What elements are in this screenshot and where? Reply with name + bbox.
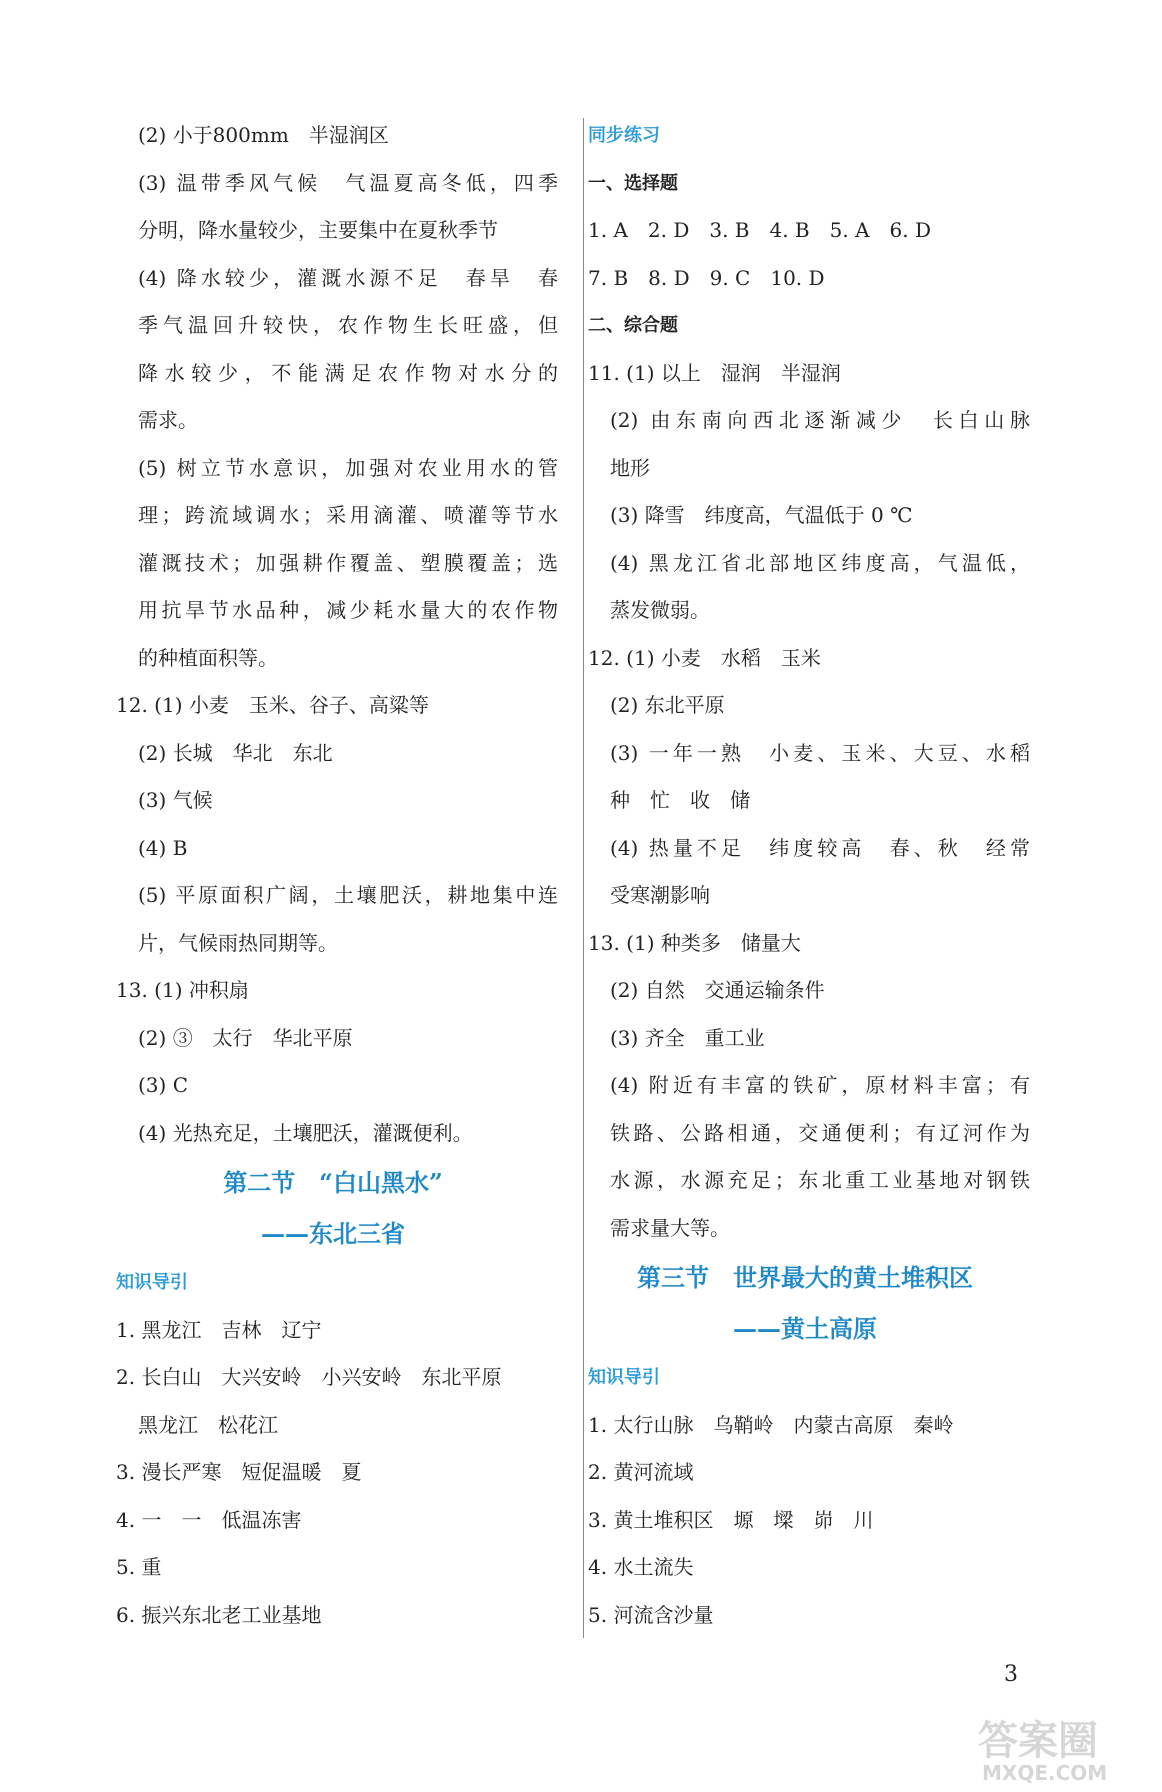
answer-line: 需求。 (138, 408, 198, 432)
section-title: ——东北三省 (261, 1219, 405, 1248)
answer-line: 水源，水源充足；东北重工业基地对钢铁 (610, 1168, 1030, 1192)
answer-line: 4. 一 一 低温冻害 (116, 1507, 302, 1532)
answer-line: 片，气候雨热同期等。 (138, 930, 338, 955)
answer-line: 的种植面积等。 (138, 645, 278, 670)
answer-line: 灌溉技术；加强耕作覆盖、塑膜覆盖；选 (138, 550, 558, 575)
answer-line: (2) 小于800mm 半湿润区 (138, 123, 389, 147)
answer-line: 用抗旱节水品种，减少耗水量大的农作物 (138, 598, 558, 622)
answer-line: (4) 黑龙江省北部地区纬度高，气温低， (610, 550, 1030, 575)
answer-line: 1. A 2. D 3. B 4. B 5. A 6. D (588, 218, 931, 242)
answer-line: (2) ③ 太行 华北平原 (138, 1025, 353, 1050)
subsection-heading: 二、综合题 (588, 315, 678, 336)
answer-line: 地形 (610, 455, 650, 480)
watermark-text: 答案圈 (978, 1718, 1098, 1764)
answer-line: 分明，降水量较少，主要集中在夏秋季节 (138, 218, 498, 242)
answer-line: 1. 太行山脉 乌鞘岭 内蒙古高原 秦岭 (588, 1412, 954, 1437)
answer-line: 1. 黑龙江 吉林 辽宁 (116, 1317, 322, 1342)
watermark-url: MXQE.COM (982, 1761, 1108, 1784)
answer-line: 7. B 8. D 9. C 10. D (588, 265, 825, 290)
answer-line: 种 忙 收 储 (610, 788, 750, 812)
section-label: 同步练习 (588, 125, 660, 146)
answer-line: 需求量大等。 (610, 1215, 730, 1240)
answer-line: (3) C (138, 1073, 188, 1097)
answer-line: 5. 重 (116, 1555, 162, 1579)
answer-line: (4) 附近有丰富的铁矿，原材料丰富；有 (610, 1073, 1030, 1097)
answer-line: 12. (1) 小麦 玉米、谷子、高粱等 (116, 693, 429, 717)
answer-line: (2) 自然 交通运输条件 (610, 978, 825, 1002)
answer-line: 季气温回升较快，农作物生长旺盛，但 (138, 313, 558, 337)
answer-line: 4. 水土流失 (588, 1555, 694, 1579)
answer-line: 理；跨流域调水；采用滴灌、喷灌等节水 (138, 503, 558, 527)
answer-line: 3. 黄土堆积区 塬 墚 峁 川 (588, 1507, 874, 1532)
answer-line: (3) 降雪 纬度高，气温低于 0 ℃ (610, 503, 913, 527)
answer-line: (4) 热量不足 纬度较高 春、秋 经常 (610, 835, 1030, 860)
section-title: ——黄土高原 (733, 1314, 877, 1343)
answer-line: 13. (1) 冲积扇 (116, 978, 249, 1002)
answer-line: (3) 气候 (138, 788, 213, 812)
section-label: 知识导引 (116, 1272, 188, 1293)
answer-line: (4) 光热充足，土壤肥沃，灌溉便利。 (138, 1120, 473, 1145)
section-title: 第二节 “白山黑水” (223, 1168, 443, 1197)
answer-line: (5) 平原面积广阔，土壤肥沃，耕地集中连 (138, 883, 558, 907)
answer-line: 铁路、公路相通，交通便利；有辽河作为 (610, 1120, 1030, 1145)
answer-line: 降水较少，不能满足农作物对水分的 (138, 360, 558, 385)
answer-line: (3) 齐全 重工业 (610, 1025, 765, 1050)
answer-line: (2) 由东南向西北逐渐减少 长白山脉 (610, 408, 1030, 432)
answer-line: 2. 长白山 大兴安岭 小兴安岭 东北平原 (116, 1365, 502, 1389)
subsection-heading: 一、选择题 (588, 172, 678, 194)
answer-line: 蒸发微弱。 (610, 598, 710, 622)
answer-line: 受寒潮影响 (610, 883, 710, 907)
answer-line: 2. 黄河流域 (588, 1460, 694, 1484)
answer-line: 6. 振兴东北老工业基地 (116, 1602, 322, 1627)
answer-line: 12. (1) 小麦 水稻 玉米 (588, 645, 821, 670)
answer-line: (4) B (138, 835, 188, 860)
answer-line: 11. (1) 以上 湿润 半湿润 (588, 360, 841, 385)
answer-line: (3) 温带季风气候 气温夏高冬低，四季 (138, 170, 558, 195)
left-column (116, 112, 558, 1639)
answer-line: 3. 漫长严寒 短促温暖 夏 (116, 1460, 362, 1484)
answer-line: 13. (1) 种类多 储量大 (588, 930, 801, 955)
section-label: 知识导引 (588, 1367, 660, 1388)
answer-line: (3) 一年一熟 小麦、玉米、大豆、水稻 (610, 740, 1030, 765)
answer-line: (2) 东北平原 (610, 693, 725, 717)
answer-line: 黑龙江 松花江 (138, 1412, 278, 1437)
column-divider (583, 118, 584, 1638)
answer-line: 5. 河流含沙量 (588, 1602, 714, 1627)
right-column (588, 112, 1030, 1639)
answer-line: (5) 树立节水意识，加强对农业用水的管 (138, 455, 558, 480)
page-number: 3 (1004, 1662, 1018, 1687)
watermark-logo (978, 1714, 1148, 1784)
answer-line: (2) 长城 华北 东北 (138, 740, 333, 765)
section-title: 第三节 世界最大的黄土堆积区 (637, 1263, 973, 1292)
answer-line: (4) 降水较少，灌溉水源不足 春旱 春 (138, 265, 558, 290)
